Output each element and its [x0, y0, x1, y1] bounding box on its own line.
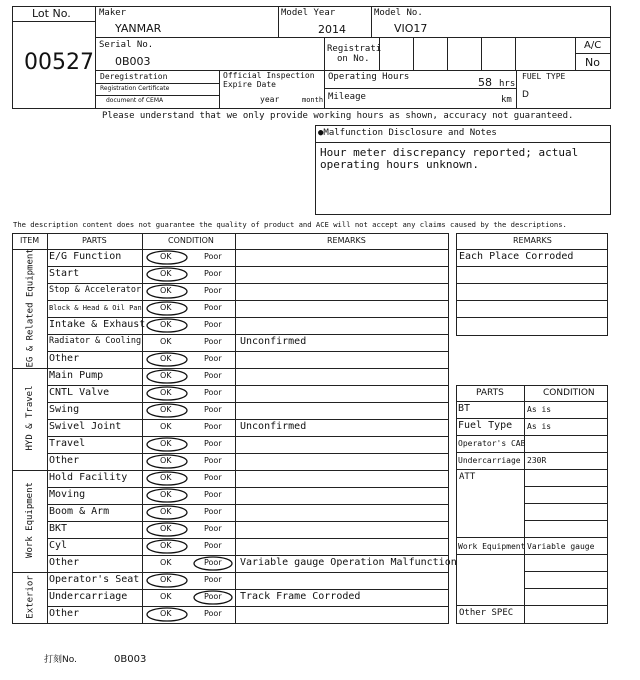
poor-option[interactable]: Poor [204, 575, 222, 584]
ok-option[interactable]: OK [160, 354, 172, 363]
ok-option[interactable]: OK [160, 303, 172, 312]
cema-label: document of CEMA [106, 97, 164, 104]
disclaimer: The description content does not guarantee the quality of product and ACE will not accept any claims caused by the descriptions. [13, 220, 567, 229]
remark-text: Unconfirmed [240, 421, 307, 432]
part-name: Other [49, 353, 80, 364]
poor-option[interactable]: Poor [204, 524, 222, 533]
poor-option[interactable]: Poor [204, 456, 222, 465]
lot-number: 00527 [24, 50, 94, 75]
poor-option[interactable]: Poor [204, 354, 222, 363]
part-name: Start [49, 268, 80, 279]
poor-option[interactable]: Poor [204, 490, 222, 499]
poor-option[interactable]: Poor [204, 609, 222, 618]
remarks-header: REMARKS [327, 236, 366, 245]
ac-label: A/C [584, 40, 602, 51]
poor-option[interactable]: Poor [204, 371, 222, 380]
ok-option[interactable]: OK [160, 252, 172, 261]
part-name: Hold Facility [49, 472, 128, 483]
model-year-value: 2014 [318, 23, 346, 36]
part-name: Swivel Joint [49, 421, 122, 432]
poor-option[interactable]: Poor [204, 388, 222, 397]
ok-option[interactable]: OK [160, 541, 172, 550]
item-header: ITEM [20, 236, 40, 245]
ok-option[interactable]: OK [160, 337, 172, 346]
poor-option[interactable]: Poor [204, 541, 222, 550]
part-name: Undercarriage [49, 591, 128, 602]
poor-option[interactable]: Poor [204, 439, 222, 448]
work-equipment-value: Variable gauge [527, 542, 595, 551]
remark-text: Variable gauge Operation Malfunction [240, 557, 457, 568]
right-part-name: Operator's CAB [458, 439, 526, 448]
poor-option[interactable]: Poor [204, 269, 222, 278]
lot-label: Lot No. [32, 7, 71, 20]
right-part-name: BT [458, 403, 471, 414]
ok-option[interactable]: OK [160, 575, 172, 584]
remark-text: Unconfirmed [240, 336, 307, 347]
ok-option[interactable]: OK [160, 507, 172, 516]
poor-option[interactable]: Poor [204, 252, 222, 261]
part-name: Radiator & Cooling [49, 336, 142, 346]
part-name: Stop & Accelerator [49, 285, 142, 295]
right-parts-header: PARTS [476, 388, 504, 398]
fuel-type-value: D [522, 90, 529, 100]
poor-option[interactable]: Poor [204, 320, 222, 329]
ok-option[interactable]: OK [160, 405, 172, 414]
part-name: Block & Head & Oil Pan [49, 304, 142, 312]
ok-option[interactable]: OK [160, 592, 172, 601]
model-no-label: Model No. [374, 8, 423, 18]
registration-label-2: on No. [337, 54, 370, 64]
group-label: Work Equipment [25, 482, 35, 558]
poor-option[interactable]: Poor [204, 422, 222, 431]
km-unit: km [501, 95, 512, 105]
group-label: EG & Related Equipment [25, 247, 35, 367]
inspection-label-1: Official Inspection [223, 71, 315, 80]
poor-option[interactable]: Poor [204, 507, 222, 516]
ok-option[interactable]: OK [160, 456, 172, 465]
serial-value: 0B003 [115, 55, 151, 68]
part-name: Other [49, 608, 80, 619]
part-name: Other [49, 557, 80, 568]
ok-option[interactable]: OK [160, 388, 172, 397]
footer-label: 打刻No. [44, 655, 77, 665]
serial-label: Serial No. [99, 40, 154, 50]
working-hours-notice: Please understand that we only provide working hours as shown, accuracy not guaranteed. [102, 111, 574, 121]
model-year-label: Model Year [281, 8, 336, 18]
poor-option[interactable]: Poor [204, 405, 222, 414]
fuel-type-label: FUEL TYPE [522, 72, 566, 81]
right-remark-row: Each Place Corroded [459, 251, 574, 262]
work-equipment-label: Work Equipment [458, 542, 526, 551]
parts-header: PARTS [82, 236, 107, 245]
part-name: CNTL Valve [49, 387, 110, 398]
maker-value: YANMAR [115, 22, 162, 35]
registration-label-1: Registrati [327, 44, 382, 54]
part-name: Other [49, 455, 80, 466]
right-condition-header: CONDITION [543, 388, 595, 398]
malfunction-text-line-1: Hour meter discrepancy reported; actual [320, 146, 579, 159]
part-name: Operator's Seat [49, 574, 140, 585]
model-no-value: VIO17 [394, 22, 428, 35]
maker-label: Maker [99, 8, 127, 18]
part-name: Boom & Arm [49, 506, 110, 517]
footer-value: 0B003 [114, 654, 147, 665]
remark-text: Track Frame Corroded [240, 591, 361, 602]
malfunction-title: ●Malfunction Disclosure and Notes [318, 128, 497, 138]
right-part-name: Fuel Type [458, 420, 513, 431]
condition-header: CONDITION [168, 236, 214, 245]
right-part-condition: As is [527, 422, 552, 431]
right-remarks-header: REMARKS [513, 236, 552, 245]
ok-option[interactable]: OK [160, 286, 172, 295]
right-part-name: Undercarriage [458, 456, 521, 465]
right-part-condition: 230R [527, 456, 547, 465]
group-label: HYD & Travel [25, 385, 35, 451]
poor-option[interactable]: Poor [204, 558, 222, 567]
other-spec-label: Other SPEC [459, 608, 514, 618]
ok-option[interactable]: OK [160, 371, 172, 380]
operating-hours-label: Operating Hours [328, 72, 410, 82]
right-part-condition: As is [527, 405, 552, 414]
ok-option[interactable]: OK [160, 473, 172, 482]
operating-hours-value: 58 [478, 76, 492, 89]
ok-option[interactable]: OK [160, 422, 172, 431]
hrs-unit: hrs [499, 79, 516, 89]
part-name: Intake & Exhaust [49, 319, 146, 330]
part-name: Main Pump [49, 370, 104, 381]
malfunction-text-line-2: operating hours unknown. [320, 158, 479, 171]
inspection-label-2: Expire Date [223, 80, 276, 89]
part-name: E/G Function [49, 251, 122, 262]
mileage-label: Mileage [328, 92, 366, 102]
part-name: Moving [49, 489, 86, 500]
poor-option[interactable]: Poor [204, 303, 222, 312]
poor-option[interactable]: Poor [204, 592, 222, 601]
part-name: Cyl [49, 540, 68, 551]
group-label: Exterior [25, 574, 35, 619]
part-name: Travel [49, 438, 86, 449]
part-name: Swing [49, 404, 80, 415]
ok-option[interactable]: OK [160, 490, 172, 499]
ac-value: No [585, 56, 600, 69]
ok-option[interactable]: OK [160, 320, 172, 329]
ok-option[interactable]: OK [160, 269, 172, 278]
deregistration-label: Deregistration [100, 72, 168, 81]
ok-option[interactable]: OK [160, 609, 172, 618]
ok-option[interactable]: OK [160, 558, 172, 567]
ok-option[interactable]: OK [160, 439, 172, 448]
att-label: ATT [459, 472, 476, 482]
month-label: month [302, 96, 324, 104]
poor-option[interactable]: Poor [204, 286, 222, 295]
ok-option[interactable]: OK [160, 524, 172, 533]
poor-option[interactable]: Poor [204, 473, 222, 482]
registration-certificate-label: Registration Certificate [100, 85, 170, 92]
part-name: BKT [49, 523, 68, 534]
year-label: year [260, 95, 280, 104]
poor-option[interactable]: Poor [204, 337, 222, 346]
